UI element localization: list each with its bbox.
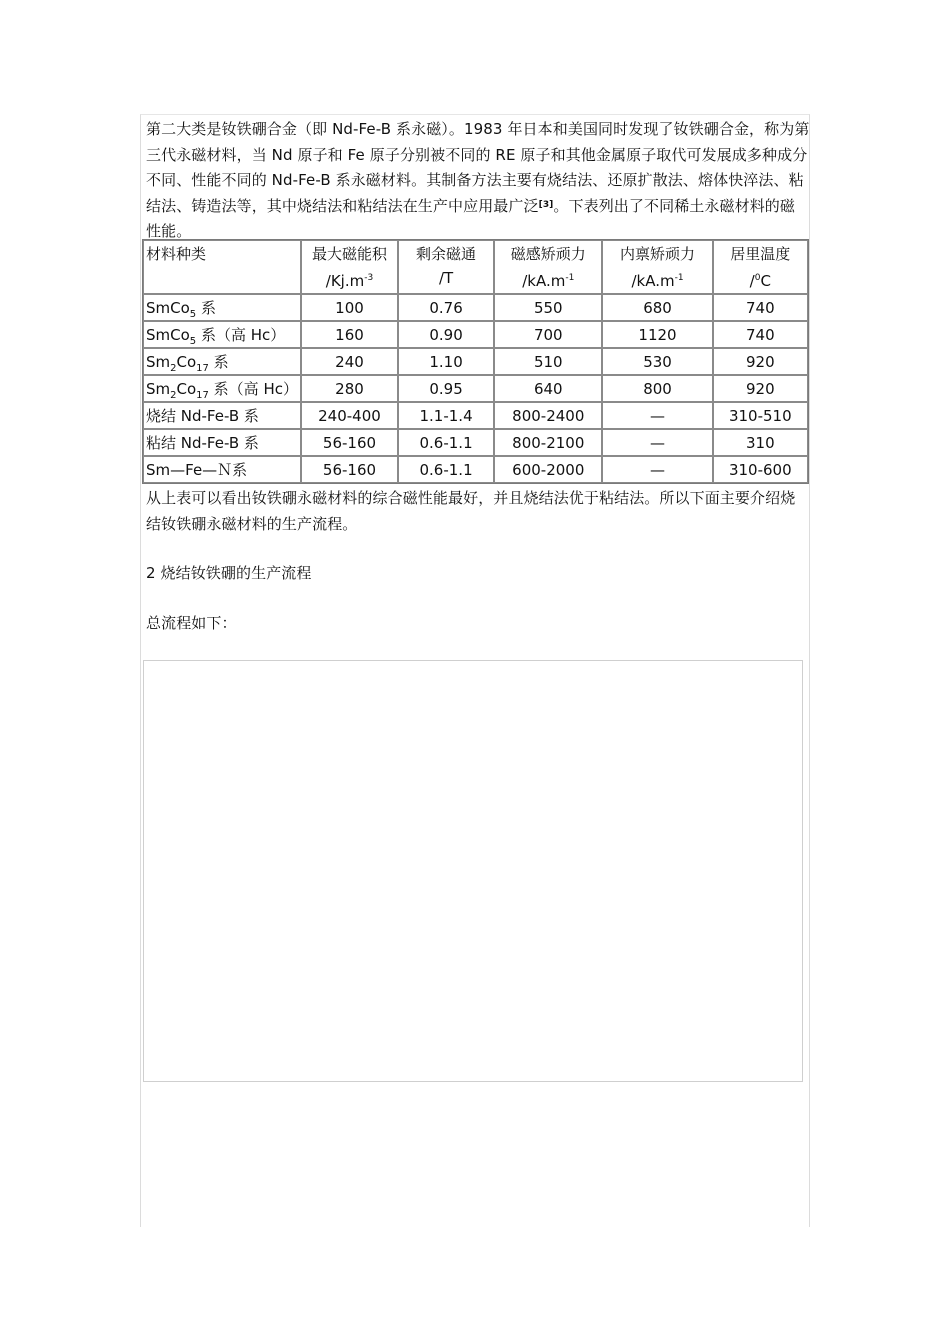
- header-material: 材料种类: [143, 240, 301, 294]
- table-row: [143, 402, 808, 429]
- value-cell: 0.90: [398, 321, 494, 348]
- value-cell: 800: [602, 375, 712, 402]
- value-cell: 56-160: [301, 456, 398, 483]
- value-cell: 1.10: [398, 348, 494, 375]
- value-cell: —: [602, 429, 712, 456]
- flowchart-image-placeholder: [143, 660, 803, 1082]
- value-cell: —: [602, 456, 712, 483]
- value-cell: 310-510: [713, 402, 808, 429]
- table-row: [143, 429, 808, 456]
- table-row: [143, 348, 808, 375]
- value-cell: —: [602, 402, 712, 429]
- material-cell: $Sm_2Co_{17}$ 系（高 Hc）: [143, 375, 301, 402]
- magnet-properties-table: [142, 239, 809, 484]
- value-cell: 600-2000: [494, 456, 602, 483]
- value-cell: 0.6-1.1: [398, 456, 494, 483]
- value-cell: 510: [494, 348, 602, 375]
- value-cell: 1.1-1.4: [398, 402, 494, 429]
- value-cell: 800-2100: [494, 429, 602, 456]
- value-cell: 0.6-1.1: [398, 429, 494, 456]
- table-header-row: [143, 240, 808, 294]
- value-cell: 550: [494, 294, 602, 321]
- material-cell: Sm—Fe—Ｎ系: [143, 456, 301, 483]
- table-row: [143, 456, 808, 483]
- value-cell: 280: [301, 375, 398, 402]
- value-cell: 240: [301, 348, 398, 375]
- value-cell: 1120: [602, 321, 712, 348]
- material-cell: $Sm_2Co_{17}$ 系: [143, 348, 301, 375]
- material-cell: SmCo$_5$ 系: [143, 294, 301, 321]
- intro-paragraph: 第二大类是钕铁硼合金（即 Nd-Fe-B 系永磁）。1983 年日本和美国同时发现了钕铁硼合金，称为第三代永磁材料，当 Nd 原子和 Fe 原子分别被不同的 RE 原子和其他金属原子取代可发展成多种成分不同、性能不同的 Nd-Fe-B 系永磁材料。其制备方法主要有烧结法、还原扩散法、熔体快淬法、粘结法、铸造法等，其中烧结法和粘结法在生产中应用最广泛[3]。下表列出了不同稀土永磁材料的磁性能。: [146, 120, 810, 240]
- value-cell: 680: [602, 294, 712, 321]
- value-cell: 0.95: [398, 375, 494, 402]
- value-cell: 240-400: [301, 402, 398, 429]
- value-cell: 160: [301, 321, 398, 348]
- flow-intro: 总流程如下：: [146, 614, 237, 632]
- value-cell: 56-160: [301, 429, 398, 456]
- conclusion-paragraph: 从上表可以看出钕铁硼永磁材料的综合磁性能最好，并且烧结法优于粘结法。所以下面主要介绍烧结钕铁硼永磁材料的生产流程。: [146, 489, 796, 533]
- table-row: [143, 294, 808, 321]
- material-cell: 烧结 Nd-Fe-B 系: [143, 402, 301, 429]
- header-max-energy: 最大磁能积 $/Kj.m^{-3}$: [301, 240, 398, 294]
- value-cell: 0.76: [398, 294, 494, 321]
- table-row: [143, 375, 808, 402]
- header-coercivity: 磁感矫顽力 $/kA.m^{-1}$: [494, 240, 602, 294]
- value-cell: 920: [713, 348, 808, 375]
- table-row: [143, 321, 808, 348]
- value-cell: 800-2400: [494, 402, 602, 429]
- section-heading: 2 烧结钕铁硼的生产流程: [146, 564, 312, 582]
- header-curie-temperature: 居里温度 /$^0$C: [713, 240, 808, 294]
- value-cell: 100: [301, 294, 398, 321]
- value-cell: 740: [713, 294, 808, 321]
- material-cell: SmCo$_5$ 系（高 Hc）: [143, 321, 301, 348]
- header-remanence: 剩余磁通 /T: [398, 240, 494, 294]
- value-cell: 310: [713, 429, 808, 456]
- value-cell: 920: [713, 375, 808, 402]
- header-intrinsic-coercivity: 内禀矫顽力 $/kA.m^{-1}$: [602, 240, 712, 294]
- citation-ref: [3]: [538, 199, 554, 210]
- value-cell: 700: [494, 321, 602, 348]
- value-cell: 530: [602, 348, 712, 375]
- material-cell: 粘结 Nd-Fe-B 系: [143, 429, 301, 456]
- value-cell: 740: [713, 321, 808, 348]
- value-cell: 640: [494, 375, 602, 402]
- value-cell: 310-600: [713, 456, 808, 483]
